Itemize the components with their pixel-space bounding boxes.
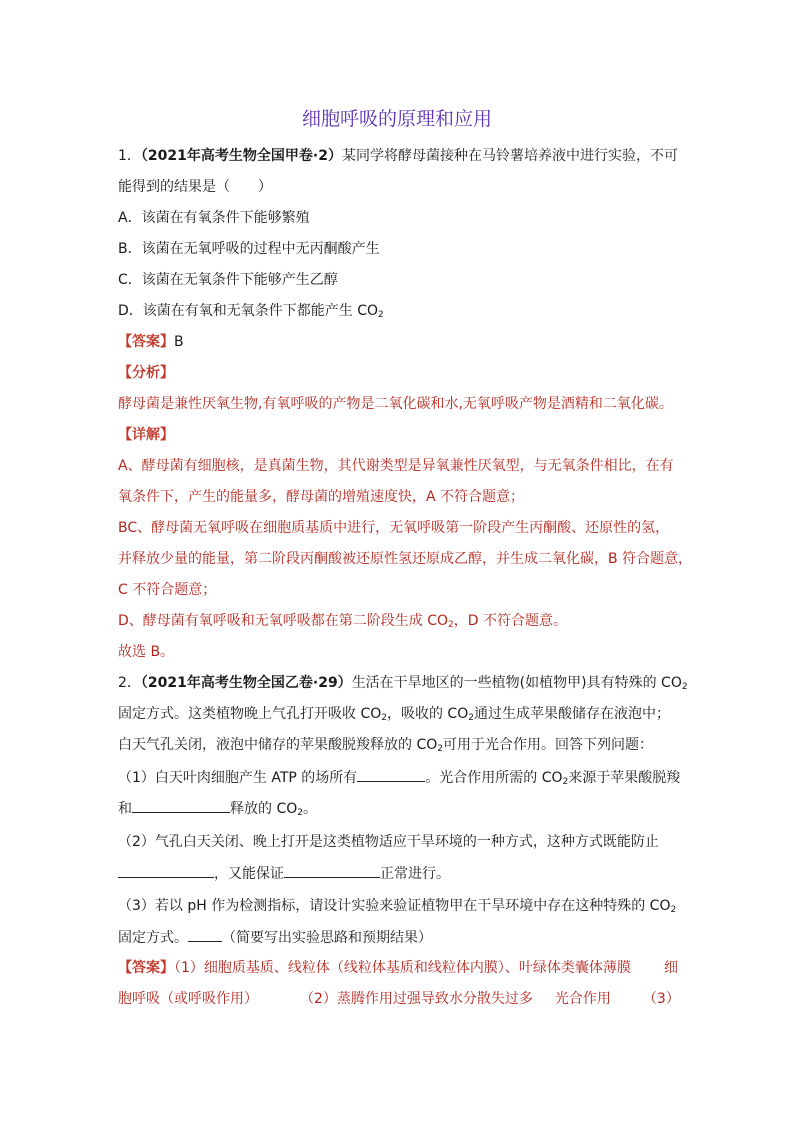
q2-stem-1a: 生活在干旱地区的一些植物(如植物甲)具有特殊的 CO — [351, 675, 682, 691]
q2-p3-c: （简要写出实验思路和预期结果） — [222, 930, 432, 946]
q2-source: （2021年高考生物全国乙卷·29） — [140, 675, 352, 691]
q1-option-d — [118, 301, 678, 325]
q2-part1-line2 — [118, 798, 678, 823]
q2-p3-b: 固定方式。 — [118, 930, 188, 946]
q1-detail-4: 并释放少量的能量，第二阶段丙酮酸被还原性氢还原成乙醇，并生成二氧化碳，B 符合题意， — [118, 551, 693, 567]
answer-tag: 【答案】 — [118, 334, 174, 350]
subscript: 2 — [437, 744, 443, 754]
q1-option-b: B．该菌在无氧呼吸的过程中无丙酮酸产生 — [118, 241, 380, 257]
q2-ans-2: 胞呼吸（或呼吸作用） — [118, 991, 258, 1007]
answer-blank[interactable] — [132, 798, 230, 813]
q1-stem-line1 — [118, 146, 678, 166]
q1-conclusion: 故选 B。 — [118, 644, 175, 660]
q2-p2-c: 正常进行。 — [380, 866, 450, 882]
q2-ans-5: （3） — [642, 991, 680, 1007]
q1-option-c: C．该菌在无氧条件下能够产生乙醇 — [118, 272, 338, 288]
q2-part3-line2 — [118, 927, 678, 948]
q1-source: （2021年高考生物全国甲卷·2） — [140, 148, 342, 164]
q1-answer-value: B — [174, 334, 184, 350]
q2-p1-e: 释放的 CO — [230, 801, 298, 817]
q2-stem-line2 — [118, 704, 678, 728]
q2-stem-2c: 通过生成苹果酸储存在液泡中； — [473, 706, 670, 722]
subscript: 2 — [378, 310, 384, 320]
q2-stem-line1 — [118, 673, 688, 697]
q2-p2-b: ，又能保证 — [214, 866, 284, 882]
q1-detail-6b: ，D 不符合题意。 — [453, 613, 567, 629]
q2-p3-a: （3）若以 pH 作为检测指标，请设计实验来验证植物甲在干旱环境中存在这种特殊的 CO — [118, 898, 671, 914]
q2-answer-line1 — [118, 958, 678, 978]
q1-stem-a: 某同学将酵母菌接种在马铃薯培养液中进行实验，不可 — [341, 148, 678, 164]
page-title: 细胞呼吸的原理和应用 — [301, 108, 492, 130]
subscript: 2 — [562, 777, 569, 787]
q2-ans-1b: 细 — [664, 960, 678, 976]
q1-detail-2: 氧条件下，产生的能量多，酵母菌的增殖速度快，A 不符合题意； — [118, 489, 525, 505]
q2-p1-a: （1）白天叶肉细胞产生 ATP 的场所有 — [118, 770, 358, 786]
answer-blank[interactable] — [284, 863, 380, 878]
answer-tag: 【答案】 — [118, 960, 174, 976]
q2-stem-2a: 固定方式。这类植物晚上气孔打开吸收 CO — [118, 706, 382, 722]
q1-option-a: A．该菌在有氧条件下能够繁殖 — [118, 210, 310, 226]
q2-part2-line1: （2）气孔白天关闭、晚上打开是这类植物适应干旱环境的一种方式，这种方式既能防止 — [118, 834, 659, 850]
q2-stem-line3 — [118, 735, 678, 759]
q2-ans-1: （1）细胞质基质、线粒体（线粒体基质和线粒体内膜）、叶绿体类囊体薄膜 — [174, 960, 631, 976]
q2-ans-4: 光合作用 — [554, 991, 611, 1007]
q1-detail-6a: D、酵母菌有氧呼吸和无氧呼吸都在第二阶段生成 CO — [118, 613, 449, 629]
subscript: 2 — [448, 620, 454, 630]
q2-ans-3: （2）蒸腾作用过强导致水分散失过多 — [300, 991, 533, 1007]
q2-p1-f: 。 — [302, 801, 317, 817]
q1-number: 1． — [118, 148, 141, 164]
answer-blank[interactable] — [357, 767, 425, 782]
q2-p1-b: 。光合作用所需的 CO — [425, 770, 563, 786]
q1-detail-1: A、酵母菌有细胞核，是真菌生物，其代谢类型是异氧兼性厌氧型，与无氧条件相比，在有 — [118, 458, 674, 474]
q2-stem-3a: 白天气孔关闭，液泡中储存的苹果酸脱羧释放的 CO — [118, 737, 438, 753]
detail-tag: 【详解】 — [118, 427, 174, 443]
subscript: 2 — [297, 808, 303, 818]
answer-blank[interactable] — [118, 863, 214, 878]
q2-stem-3b: 可用于光合作用。回答下列问题： — [442, 737, 653, 753]
q2-part3-line1 — [118, 896, 678, 920]
q1-answer — [118, 332, 678, 352]
q2-number: 2． — [118, 675, 141, 691]
q1-detail-3: BC、酵母菌无氧呼吸在细胞质基质中进行，无氧呼吸第一阶段产生丙酮酸、还原性的氢， — [118, 520, 670, 536]
answer-blank[interactable] — [188, 927, 222, 942]
q2-answer-line2 — [118, 989, 678, 1009]
q1-detail-6 — [118, 611, 678, 635]
q1-analysis: 酵母菌是兼性厌氧生物,有氧呼吸的产物是二氧化碳和水,无氧呼吸产物是酒精和二氧化碳。 — [118, 396, 673, 412]
analysis-tag: 【分析】 — [118, 365, 174, 381]
subscript: 2 — [468, 713, 474, 723]
subscript: 2 — [381, 713, 387, 723]
q1-option-d-text: D．该菌在有氧和无氧条件下都能产生 CO — [118, 303, 379, 319]
q1-stem-b: 能得到的结果是（ ） — [118, 179, 272, 195]
q2-p1-d: 和 — [118, 801, 132, 817]
subscript: 2 — [670, 905, 677, 915]
q2-stem-2b: ，吸收的 CO — [386, 706, 469, 722]
q2-p1-c: 来源于苹果酸脱羧 — [568, 770, 681, 786]
q2-part2-line2 — [118, 863, 678, 884]
q2-part1-line1 — [118, 767, 681, 792]
subscript: 2 — [681, 682, 688, 692]
q1-detail-5: C 不符合题意； — [118, 582, 217, 598]
